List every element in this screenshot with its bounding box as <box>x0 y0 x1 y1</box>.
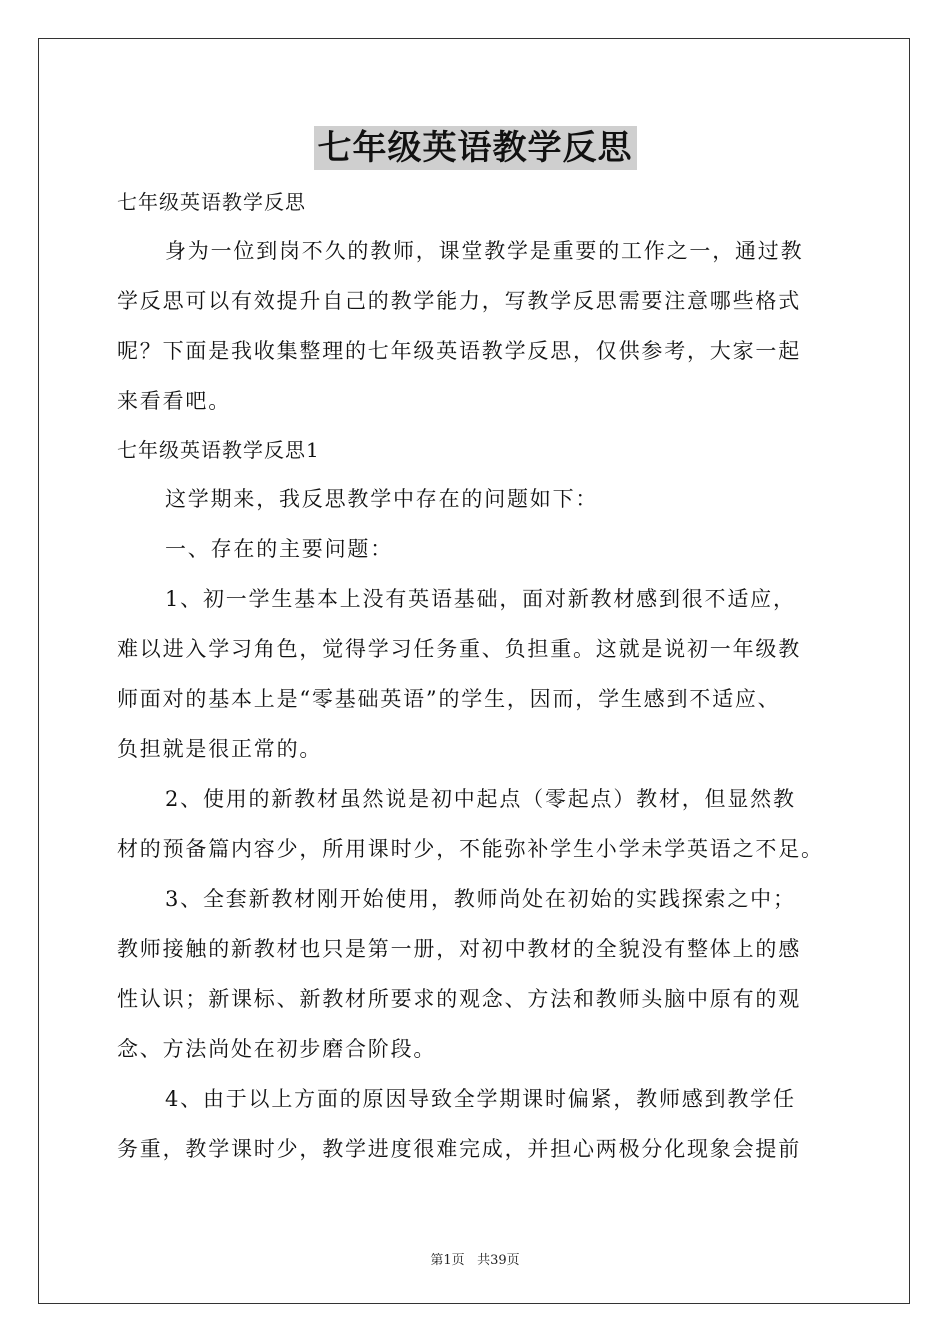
paragraph-line: 师面对的基本上是“零基础英语”的学生，因而，学生感到不适应、 <box>117 687 781 711</box>
total-pages: 共39页 <box>477 1253 520 1268</box>
paragraph-line: 念、方法尚处在初步磨合阶段。 <box>117 1037 437 1061</box>
paragraph-line: 3、全套新教材刚开始使用，教师尚处在初始的实践探索之中； <box>165 887 796 911</box>
title-container <box>0 126 950 170</box>
item-4-paragraph <box>117 1074 835 1174</box>
item-2-paragraph <box>117 774 835 874</box>
paragraph-line: 务重，教学课时少，教学进度很难完成，并担心两极分化现象会提前 <box>117 1137 801 1161</box>
document-body <box>117 178 835 1174</box>
paragraph-line: 4、由于以上方面的原因导致全学期课时偏紧，教师感到教学任 <box>165 1087 796 1111</box>
paragraph-line: 性认识；新课标、新教材所要求的观念、方法和教师头脑中原有的观 <box>117 987 801 1011</box>
document-subtitle: 七年级英语教学反思 <box>117 190 306 214</box>
paragraph-line: 学反思可以有效提升自己的教学能力，写教学反思需要注意哪些格式 <box>117 289 801 313</box>
paragraph-line: 呢？下面是我收集整理的七年级英语教学反思，仅供参考，大家一起 <box>117 339 801 363</box>
paragraph-line: 身为一位到岗不久的教师，课堂教学是重要的工作之一，通过教 <box>165 239 804 263</box>
document-title: 七年级英语教学反思 <box>314 126 637 170</box>
section-heading: 七年级英语教学反思1 <box>117 438 320 462</box>
item-1-paragraph <box>117 574 835 774</box>
item-3-paragraph <box>117 874 835 1074</box>
paragraph-line: 教师接触的新教材也只是第一册，对初中教材的全貌没有整体上的感 <box>117 937 801 961</box>
paragraph-line: 负担就是很正常的。 <box>117 737 323 761</box>
paragraph-line: 材的预备篇内容少，所用课时少，不能弥补学生小学未学英语之不足。 <box>117 837 824 861</box>
paragraph-intro: 这学期来，我反思教学中存在的问题如下： <box>165 487 599 511</box>
page-footer <box>0 1249 950 1268</box>
paragraph-main-problem: 一、存在的主要问题： <box>165 537 393 561</box>
paragraph-line: 2、使用的新教材虽然说是初中起点（零起点）教材，但显然教 <box>165 787 796 811</box>
paragraph-line: 难以进入学习角色，觉得学习任务重、负担重。这就是说初一年级教 <box>117 637 801 661</box>
paragraph-line: 来看看吧。 <box>117 389 231 413</box>
intro-paragraph <box>117 226 835 426</box>
paragraph-line: 1、初一学生基本上没有英语基础，面对新教材感到很不适应， <box>165 587 796 611</box>
page-number: 第1页 <box>430 1253 465 1268</box>
